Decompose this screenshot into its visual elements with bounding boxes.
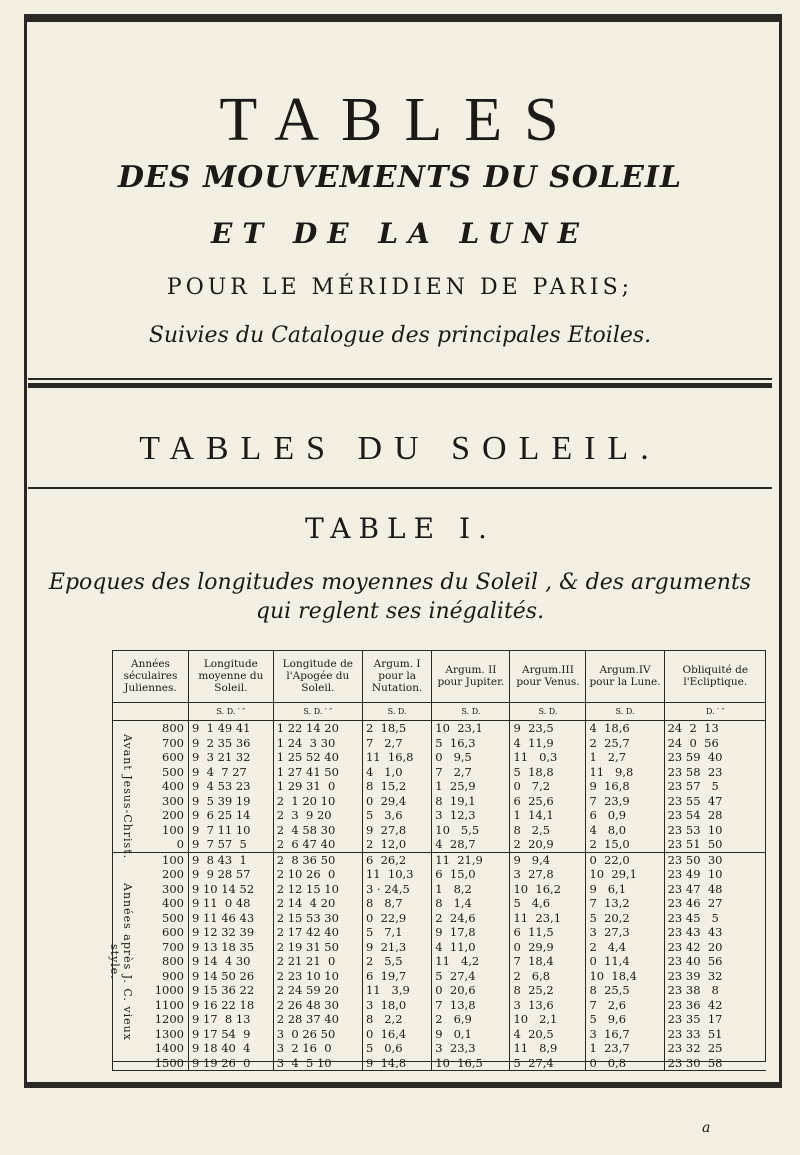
- table-row: [113, 896, 767, 911]
- year-cell: 900: [113, 969, 189, 984]
- value-cell: 9 11 0 48: [188, 896, 273, 911]
- value-cell: 2 4,4: [586, 940, 664, 955]
- year-cell: 1200: [113, 1012, 189, 1027]
- caption-line-2: qui reglent ses inégalités.: [255, 599, 545, 624]
- divider-rule-thick: [28, 383, 772, 388]
- value-cell: 1 8,2: [432, 882, 510, 897]
- year-cell: 700: [113, 940, 189, 955]
- year-cell: 200: [113, 808, 189, 823]
- value-cell: 6 26,2: [362, 852, 431, 867]
- value-cell: 2 18,5: [362, 721, 431, 736]
- value-cell: 0 20,6: [432, 983, 510, 998]
- table-row: [113, 940, 767, 955]
- section-rule: [28, 487, 772, 489]
- value-cell: 0 9,5: [432, 750, 510, 765]
- table-row: [113, 867, 767, 882]
- value-cell: 24 0 56: [664, 736, 766, 751]
- value-cell: 3 27,3: [586, 925, 664, 940]
- value-cell: 5 4,6: [510, 896, 586, 911]
- value-cell: 8 25,5: [586, 983, 664, 998]
- col-header-arg1: Argum. I pour la Nutation.: [362, 650, 431, 703]
- table-row: [113, 925, 767, 940]
- units-cell: S. D.: [362, 703, 431, 721]
- value-cell: 2 20,9: [510, 837, 586, 852]
- table-row: [113, 1012, 767, 1027]
- year-cell: 800: [113, 954, 189, 969]
- subtitle-catalogue: Suivies du Catalogue des principales Etoiles.: [148, 323, 652, 348]
- value-cell: 1 23,7: [586, 1041, 664, 1056]
- value-cell: 6 15,0: [432, 867, 510, 882]
- value-cell: 9 8 43 1: [188, 852, 273, 867]
- value-cell: 23 38 8: [664, 983, 766, 998]
- value-cell: 9 12 32 39: [188, 925, 273, 940]
- value-cell: 2 21 21 0: [273, 954, 362, 969]
- value-cell: 8 1,4: [432, 896, 510, 911]
- units-cell: S. D.: [586, 703, 664, 721]
- value-cell: 2 12,0: [362, 837, 431, 852]
- value-cell: 2 15,0: [586, 837, 664, 852]
- value-cell: 0 22,0: [586, 852, 664, 867]
- value-cell: 2 12 15 10: [273, 882, 362, 897]
- value-cell: 2 24,6: [432, 911, 510, 926]
- value-cell: 10 16,2: [510, 882, 586, 897]
- year-cell: 600: [113, 750, 189, 765]
- main-title: TABLES: [219, 86, 581, 154]
- value-cell: 10 2,1: [510, 1012, 586, 1027]
- value-cell: 23 43 43: [664, 925, 766, 940]
- epoch-table: [108, 650, 766, 1071]
- value-cell: 23 50 30: [664, 852, 766, 867]
- value-cell: 2 5,5: [362, 954, 431, 969]
- value-cell: 9 17 8 13: [188, 1012, 273, 1027]
- table-caption: [0, 568, 800, 626]
- col-header-annees: Années séculaires Juliennes.: [113, 650, 189, 703]
- table-row: [113, 779, 767, 794]
- value-cell: 9 14 50 26: [188, 969, 273, 984]
- table-row: [113, 911, 767, 926]
- value-cell: 9 17 54 9: [188, 1027, 273, 1042]
- value-cell: 23 42 20: [664, 940, 766, 955]
- value-cell: 9 14,8: [362, 1056, 431, 1071]
- year-cell: 1000: [113, 983, 189, 998]
- year-cell: 1500: [113, 1056, 189, 1071]
- value-cell: 9 16,8: [586, 779, 664, 794]
- value-cell: 8 2,2: [362, 1012, 431, 1027]
- year-cell: 200: [113, 867, 189, 882]
- value-cell: 3 4 5 10: [273, 1056, 362, 1071]
- table-title: TABLE I.: [305, 512, 495, 545]
- value-cell: 2 6,8: [510, 969, 586, 984]
- value-cell: 9 23,5: [510, 721, 586, 736]
- header-row: [113, 650, 767, 703]
- value-cell: 4 8,0: [586, 823, 664, 838]
- year-cell: 800: [113, 721, 189, 736]
- value-cell: 11 16,8: [362, 750, 431, 765]
- value-cell: 8 2,5: [510, 823, 586, 838]
- value-cell: 4 18,6: [586, 721, 664, 736]
- table-row: [113, 998, 767, 1013]
- value-cell: 6 19,7: [362, 969, 431, 984]
- value-cell: 11 21,9: [432, 852, 510, 867]
- value-cell: 9 19 26 0: [188, 1056, 273, 1071]
- units-cell: [113, 703, 189, 721]
- value-cell: 11 3,9: [362, 983, 431, 998]
- table-row: [113, 794, 767, 809]
- value-cell: 23 49 10: [664, 867, 766, 882]
- col-header-arg4: Argum.IV pour la Lune.: [586, 650, 664, 703]
- value-cell: 9 0,1: [432, 1027, 510, 1042]
- bottom-border: [24, 1082, 782, 1088]
- value-cell: 2 15 53 30: [273, 911, 362, 926]
- value-cell: 23 58 23: [664, 765, 766, 780]
- value-cell: 7 18,4: [510, 954, 586, 969]
- value-cell: 1 14,1: [510, 808, 586, 823]
- table-row: [113, 1041, 767, 1056]
- value-cell: 3 2 16 0: [273, 1041, 362, 1056]
- year-cell: 700: [113, 736, 189, 751]
- year-cell: 400: [113, 779, 189, 794]
- value-cell: 9 10 14 52: [188, 882, 273, 897]
- value-cell: 10 18,4: [586, 969, 664, 984]
- caption-line-1: Epoques des longitudes moyennes du Soleil , & des arguments: [48, 570, 752, 595]
- value-cell: 9 6 25 14: [188, 808, 273, 823]
- value-cell: 10 5,5: [432, 823, 510, 838]
- value-cell: 0 7,2: [510, 779, 586, 794]
- year-cell: 500: [113, 911, 189, 926]
- value-cell: 2 4 58 30: [273, 823, 362, 838]
- section-title: TABLES DU SOLEIL.: [139, 430, 661, 467]
- value-cell: 2 26 48 30: [273, 998, 362, 1013]
- value-cell: 11 8,9: [510, 1041, 586, 1056]
- value-cell: 23 59 40: [664, 750, 766, 765]
- value-cell: 0 11,4: [586, 954, 664, 969]
- value-cell: 7 13,2: [586, 896, 664, 911]
- value-cell: 11 0,3: [510, 750, 586, 765]
- value-cell: 7 13,8: [432, 998, 510, 1013]
- units-cell: S. D. ′ ″: [273, 703, 362, 721]
- table-row: [113, 721, 767, 736]
- value-cell: 23 53 10: [664, 823, 766, 838]
- value-cell: 1 22 14 20: [273, 721, 362, 736]
- value-cell: 9 2 35 36: [188, 736, 273, 751]
- value-cell: 2 14 4 20: [273, 896, 362, 911]
- value-cell: 3 23,3: [432, 1041, 510, 1056]
- value-cell: 2 28 37 40: [273, 1012, 362, 1027]
- value-cell: 9 9 28 57: [188, 867, 273, 882]
- value-cell: 0 22,9: [362, 911, 431, 926]
- value-cell: 23 57 5: [664, 779, 766, 794]
- value-cell: 2 17 42 40: [273, 925, 362, 940]
- value-cell: 5 3,6: [362, 808, 431, 823]
- value-cell: 4 1,0: [362, 765, 431, 780]
- value-cell: 24 2 13: [664, 721, 766, 736]
- value-cell: 3 16,7: [586, 1027, 664, 1042]
- value-cell: 5 7,1: [362, 925, 431, 940]
- value-cell: 9 17,8: [432, 925, 510, 940]
- table-row: [113, 954, 767, 969]
- value-cell: 9 18 40 4: [188, 1041, 273, 1056]
- year-cell: 100: [113, 852, 189, 867]
- value-cell: 2 23 10 10: [273, 969, 362, 984]
- value-cell: 4 20,5: [510, 1027, 586, 1042]
- value-cell: 2 6,9: [432, 1012, 510, 1027]
- value-cell: 9 21,3: [362, 940, 431, 955]
- table-row: [113, 852, 767, 867]
- value-cell: 9 15 36 22: [188, 983, 273, 998]
- value-cell: 1 25,9: [432, 779, 510, 794]
- col-header-arg2: Argum. II pour Jupiter.: [432, 650, 510, 703]
- table-row: [113, 823, 767, 838]
- value-cell: 23 35 17: [664, 1012, 766, 1027]
- value-cell: 11 10,3: [362, 867, 431, 882]
- subtitle-mouvements: DES MOUVEMENTS DU SOLEIL: [117, 160, 683, 195]
- year-cell: 1400: [113, 1041, 189, 1056]
- value-cell: 11 23,1: [510, 911, 586, 926]
- value-cell: 9 4 7 27: [188, 765, 273, 780]
- value-cell: 8 19,1: [432, 794, 510, 809]
- table-row: [113, 882, 767, 897]
- value-cell: 3 · 24,5: [362, 882, 431, 897]
- units-cell: S. D.: [432, 703, 510, 721]
- table-row: [113, 808, 767, 823]
- value-cell: 23 40 56: [664, 954, 766, 969]
- value-cell: 23 47 48: [664, 882, 766, 897]
- value-cell: 8 15,2: [362, 779, 431, 794]
- value-cell: 2 1 20 10: [273, 794, 362, 809]
- value-cell: 9 27,8: [362, 823, 431, 838]
- value-cell: 2 8 36 50: [273, 852, 362, 867]
- value-cell: 23 51 50: [664, 837, 766, 852]
- value-cell: 23 36 42: [664, 998, 766, 1013]
- value-cell: 1 29 31 0: [273, 779, 362, 794]
- value-cell: 4 11,9: [510, 736, 586, 751]
- value-cell: 3 0 26 50: [273, 1027, 362, 1042]
- table-row: [113, 765, 767, 780]
- value-cell: 10 16,5: [432, 1056, 510, 1071]
- subtitle-meridien: POUR LE MÉRIDIEN DE PARIS;: [166, 275, 634, 300]
- value-cell: 2 10 26 0: [273, 867, 362, 882]
- value-cell: 9 9,4: [510, 852, 586, 867]
- year-cell: 300: [113, 882, 189, 897]
- value-cell: 9 5 39 19: [188, 794, 273, 809]
- value-cell: 3 18,0: [362, 998, 431, 1013]
- table-row: [113, 750, 767, 765]
- value-cell: 0 0,8: [586, 1056, 664, 1071]
- value-cell: 23 46 27: [664, 896, 766, 911]
- value-cell: 9 16 22 18: [188, 998, 273, 1013]
- value-cell: 23 32 25: [664, 1041, 766, 1056]
- value-cell: 5 27,4: [432, 969, 510, 984]
- units-cell: S. D.: [510, 703, 586, 721]
- value-cell: 7 2,7: [362, 736, 431, 751]
- value-cell: 10 23,1: [432, 721, 510, 736]
- value-cell: 9 14 4 30: [188, 954, 273, 969]
- year-cell: 0: [113, 837, 189, 852]
- divider-rule: [28, 378, 772, 380]
- value-cell: 5 16,3: [432, 736, 510, 751]
- value-cell: 11 9,8: [586, 765, 664, 780]
- table-row: [113, 1056, 767, 1071]
- value-cell: 6 0,9: [586, 808, 664, 823]
- value-cell: 0 29,9: [510, 940, 586, 955]
- value-cell: 5 18,8: [510, 765, 586, 780]
- table-row: [113, 736, 767, 751]
- top-border: [24, 14, 782, 22]
- value-cell: 5 27,4: [510, 1056, 586, 1071]
- value-cell: 3 13,6: [510, 998, 586, 1013]
- value-cell: 6 25,6: [510, 794, 586, 809]
- side-label-before: Avant Jesus-Christ.: [121, 734, 134, 860]
- value-cell: 23 30 58: [664, 1056, 766, 1071]
- value-cell: 1 27 41 50: [273, 765, 362, 780]
- value-cell: 5 20,2: [586, 911, 664, 926]
- value-cell: 9 7 57 5: [188, 837, 273, 852]
- value-cell: 9 1 49 41: [188, 721, 273, 736]
- value-cell: 1 24 3 30: [273, 736, 362, 751]
- value-cell: 9 3 21 32: [188, 750, 273, 765]
- value-cell: 2 19 31 50: [273, 940, 362, 955]
- value-cell: 23 39 32: [664, 969, 766, 984]
- year-cell: 1100: [113, 998, 189, 1013]
- value-cell: 23 45 5: [664, 911, 766, 926]
- value-cell: 9 13 18 35: [188, 940, 273, 955]
- value-cell: 9 6,1: [586, 882, 664, 897]
- year-cell: 600: [113, 925, 189, 940]
- value-cell: 0 29,4: [362, 794, 431, 809]
- value-cell: 9 11 46 43: [188, 911, 273, 926]
- value-cell: 0 16,4: [362, 1027, 431, 1042]
- value-cell: 4 11,0: [432, 940, 510, 955]
- col-header-apogee: Longitude de l'Apogée du Soleil.: [273, 650, 362, 703]
- units-row: [113, 703, 767, 721]
- value-cell: 8 25,2: [510, 983, 586, 998]
- year-cell: 300: [113, 794, 189, 809]
- year-cell: 400: [113, 896, 189, 911]
- value-cell: 2 3 9 20: [273, 808, 362, 823]
- units-cell: S. D. ′ ″: [188, 703, 273, 721]
- year-cell: 500: [113, 765, 189, 780]
- value-cell: 3 27,8: [510, 867, 586, 882]
- units-cell: D. ′ ″: [664, 703, 766, 721]
- col-header-arg3: Argum.III pour Venus.: [510, 650, 586, 703]
- value-cell: 2 25,7: [586, 736, 664, 751]
- value-cell: 7 23,9: [586, 794, 664, 809]
- col-header-longitude: Longitude moyenne du Soleil.: [188, 650, 273, 703]
- value-cell: 2 6 47 40: [273, 837, 362, 852]
- value-cell: 4 28,7: [432, 837, 510, 852]
- value-cell: 6 11,5: [510, 925, 586, 940]
- value-cell: 9 4 53 23: [188, 779, 273, 794]
- value-cell: 1 2,7: [586, 750, 664, 765]
- value-cell: 5 0,6: [362, 1041, 431, 1056]
- year-cell: 1300: [113, 1027, 189, 1042]
- table-row: [113, 969, 767, 984]
- value-cell: 7 2,7: [432, 765, 510, 780]
- value-cell: 1 25 52 40: [273, 750, 362, 765]
- value-cell: 7 2,6: [586, 998, 664, 1013]
- table-row: [113, 837, 767, 852]
- page-signature-mark: a: [702, 1120, 711, 1136]
- value-cell: 23 33 51: [664, 1027, 766, 1042]
- value-cell: 23 54 28: [664, 808, 766, 823]
- value-cell: 5 9,6: [586, 1012, 664, 1027]
- value-cell: 23 55 47: [664, 794, 766, 809]
- value-cell: 11 4,2: [432, 954, 510, 969]
- table-row: [113, 983, 767, 998]
- col-header-obliquite: Obliquité de l'Ecliptique.: [664, 650, 766, 703]
- value-cell: 3 12,3: [432, 808, 510, 823]
- table-row: [113, 1027, 767, 1042]
- year-cell: 100: [113, 823, 189, 838]
- value-cell: 8 8,7: [362, 896, 431, 911]
- value-cell: 9 7 11 10: [188, 823, 273, 838]
- subtitle-lune: ET DE LA LUNE: [211, 217, 589, 250]
- value-cell: 10 29,1: [586, 867, 664, 882]
- side-label-after: Années après J. C. vieux style.: [108, 883, 134, 1041]
- value-cell: 2 24 59 20: [273, 983, 362, 998]
